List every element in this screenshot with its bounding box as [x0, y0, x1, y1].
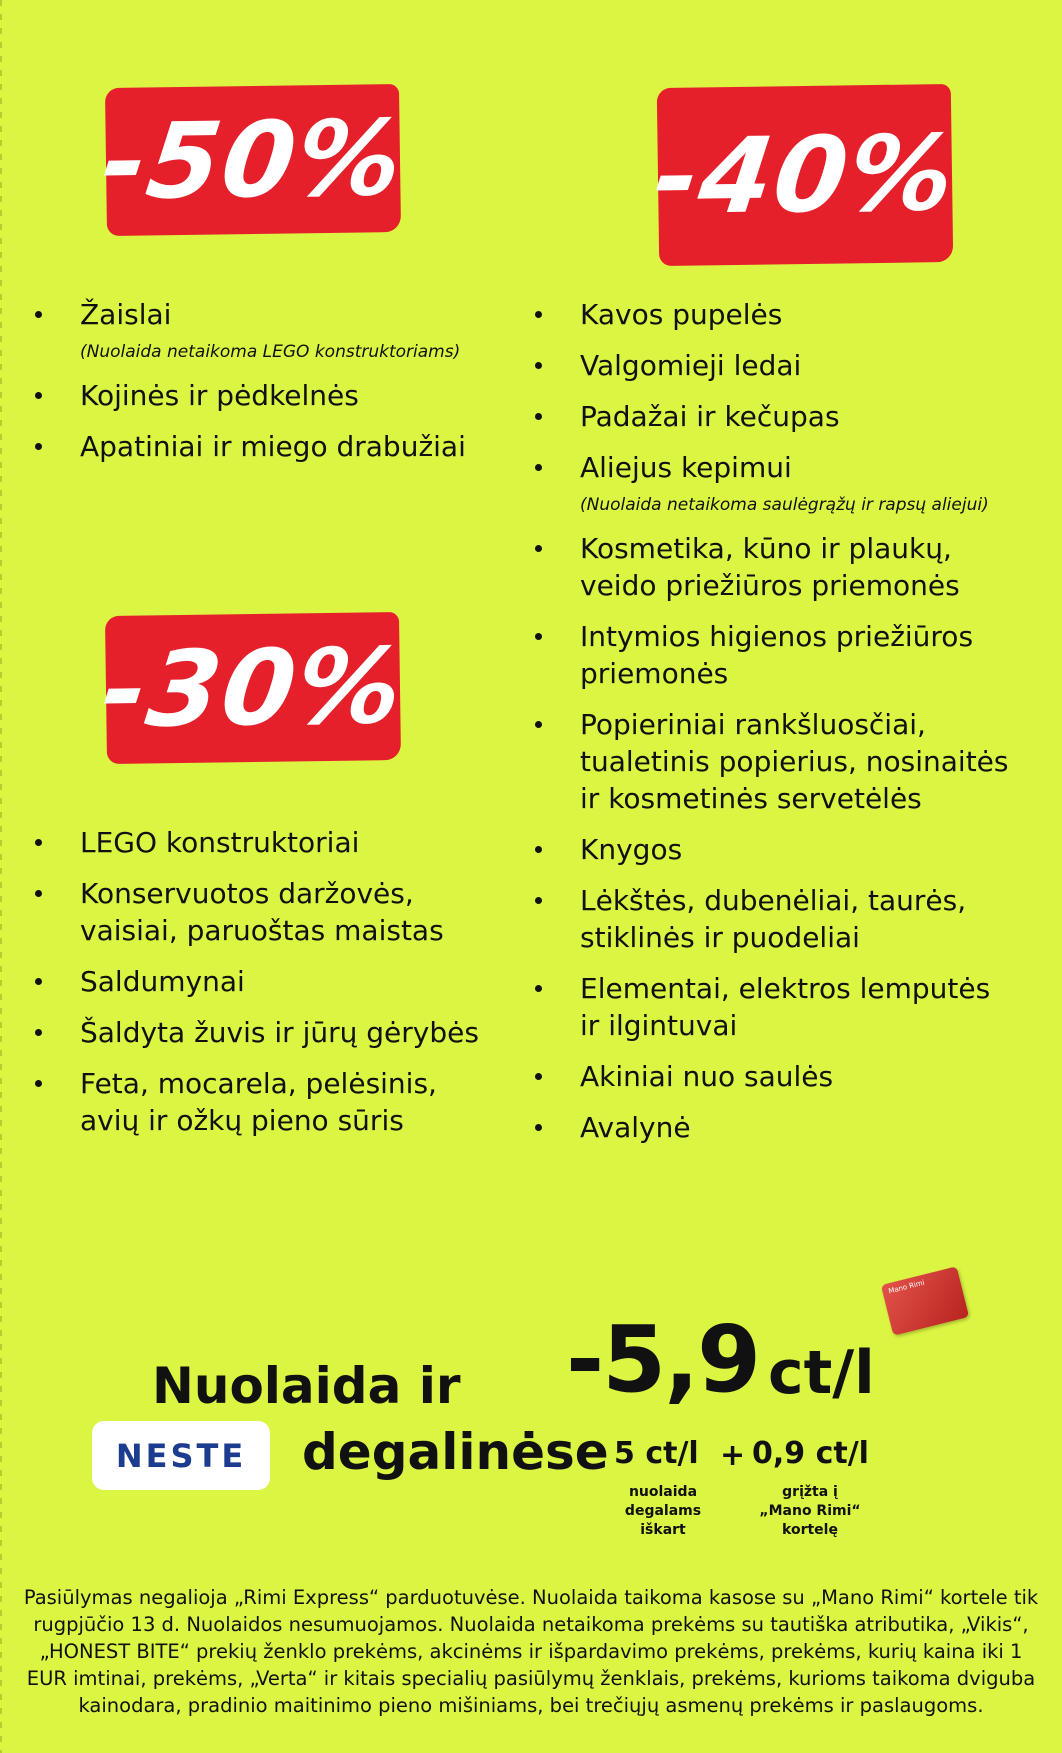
discount-tag-30-label: -30% [95, 624, 411, 752]
neste-logo [92, 1421, 270, 1490]
plus-sign: + [720, 1438, 746, 1473]
list-item: LEGO konstruktoriai [30, 824, 510, 861]
fuel-discount-unit: ct/l [768, 1338, 875, 1408]
discount-tag-30 [95, 612, 411, 764]
list-40 [530, 296, 1050, 1160]
list-item: Avalynė [530, 1109, 1050, 1146]
list-item: Saldumynai [30, 963, 510, 1000]
fuel-part1-label: nuolaida degalams iškart [624, 1484, 702, 1538]
list-item: Apatiniai ir miego drabužiai [30, 428, 510, 465]
left-dashed-edge [0, 0, 2, 1753]
list-item: Lėkštės, dubenėliai, taurės, stiklinės ir puodeliai [530, 882, 1050, 956]
fuel-part2-value: 0,9 ct/l [752, 1436, 869, 1471]
list-item: Kavos pupelės [530, 296, 1050, 333]
discount-tag-50 [95, 84, 411, 236]
mano-rimi-card-icon [881, 1266, 969, 1335]
discount-tag-50-label: -50% [95, 96, 411, 224]
discount-tag-40-label: -40% [647, 111, 963, 239]
fuel-title-line1: Nuolaida ir [152, 1357, 461, 1415]
list-item: Aliejus kepimui (Nuolaida netaikoma saulėgrąžų ir rapsų aliejui) [530, 449, 1050, 516]
list-item-note: (Nuolaida netaikoma LEGO konstruktoriams) [80, 342, 461, 362]
list-item: Kosmetika, kūno ir plaukų, veido priežiūros priemonės [530, 530, 1050, 604]
list-item: Šaldyta žuvis ir jūrų gėrybės [30, 1014, 510, 1051]
list-item: Žaislai (Nuolaida netaikoma LEGO konstruktoriams) [30, 296, 510, 363]
list-item: Knygos [530, 831, 1050, 868]
fuel-part1-value: 5 ct/l [614, 1436, 699, 1471]
discount-tag-40 [647, 84, 963, 266]
list-30 [30, 824, 510, 1153]
card-label: Mano Rimi [887, 1278, 926, 1296]
disclaimer-text: Pasiūlymas negalioja „Rimi Express“ parduotuvėse. Nuolaida taikoma kasose su „Mano Rimi“ kortele tik rugpjūčio 13 d. Nuolaidos nesumuojamos. Nuolaida netaikoma prekėms su tautiška atributika, „Vikis“, „HONEST BITE“ prekių ženklo prekėms, akcinėms ir išpardavimo prekėms, prekėms, kurių kaina iki 1 EUR imtinai, prekėms, „Verta“ ir kitais specialių pasiūlymų ženklais, prekėms, kurioms taikoma dviguba kainodara, pradinio maitinimo pieno mišiniams, bei trečiųjų asmenų prekėms ir paslaugoms. [23, 1586, 1039, 1717]
neste-logo-text: NESTE [115, 1436, 247, 1475]
list-item: Feta, mocarela, pelėsinis, avių ir ožkų pieno sūris [30, 1065, 510, 1139]
fuel-discount-value: -5,9 [566, 1306, 760, 1413]
list-item-note: (Nuolaida netaikoma saulėgrąžų ir rapsų aliejui) [580, 495, 989, 515]
list-item: Kojinės ir pėdkelnės [30, 377, 510, 414]
list-50 [30, 296, 510, 479]
fuel-part2-label: grįžta į „Mano Rimi“ kortelę [759, 1484, 861, 1538]
list-item: Intymios higienos priežiūros priemonės [530, 618, 1050, 692]
list-item: Valgomieji ledai [530, 347, 1050, 384]
list-item: Akiniai nuo saulės [530, 1058, 1050, 1095]
list-item: Konservuotos daržovės, vaisiai, paruoštas maistas [30, 875, 510, 949]
list-item: Elementai, elektros lemputės ir ilgintuvai [530, 970, 1050, 1044]
list-item: Padažai ir kečupas [530, 398, 1050, 435]
list-item: Popieriniai rankšluosčiai, tualetinis popierius, nosinaitės ir kosmetinės servetėlės [530, 706, 1050, 817]
fuel-title-line2: degalinėse [302, 1423, 609, 1481]
